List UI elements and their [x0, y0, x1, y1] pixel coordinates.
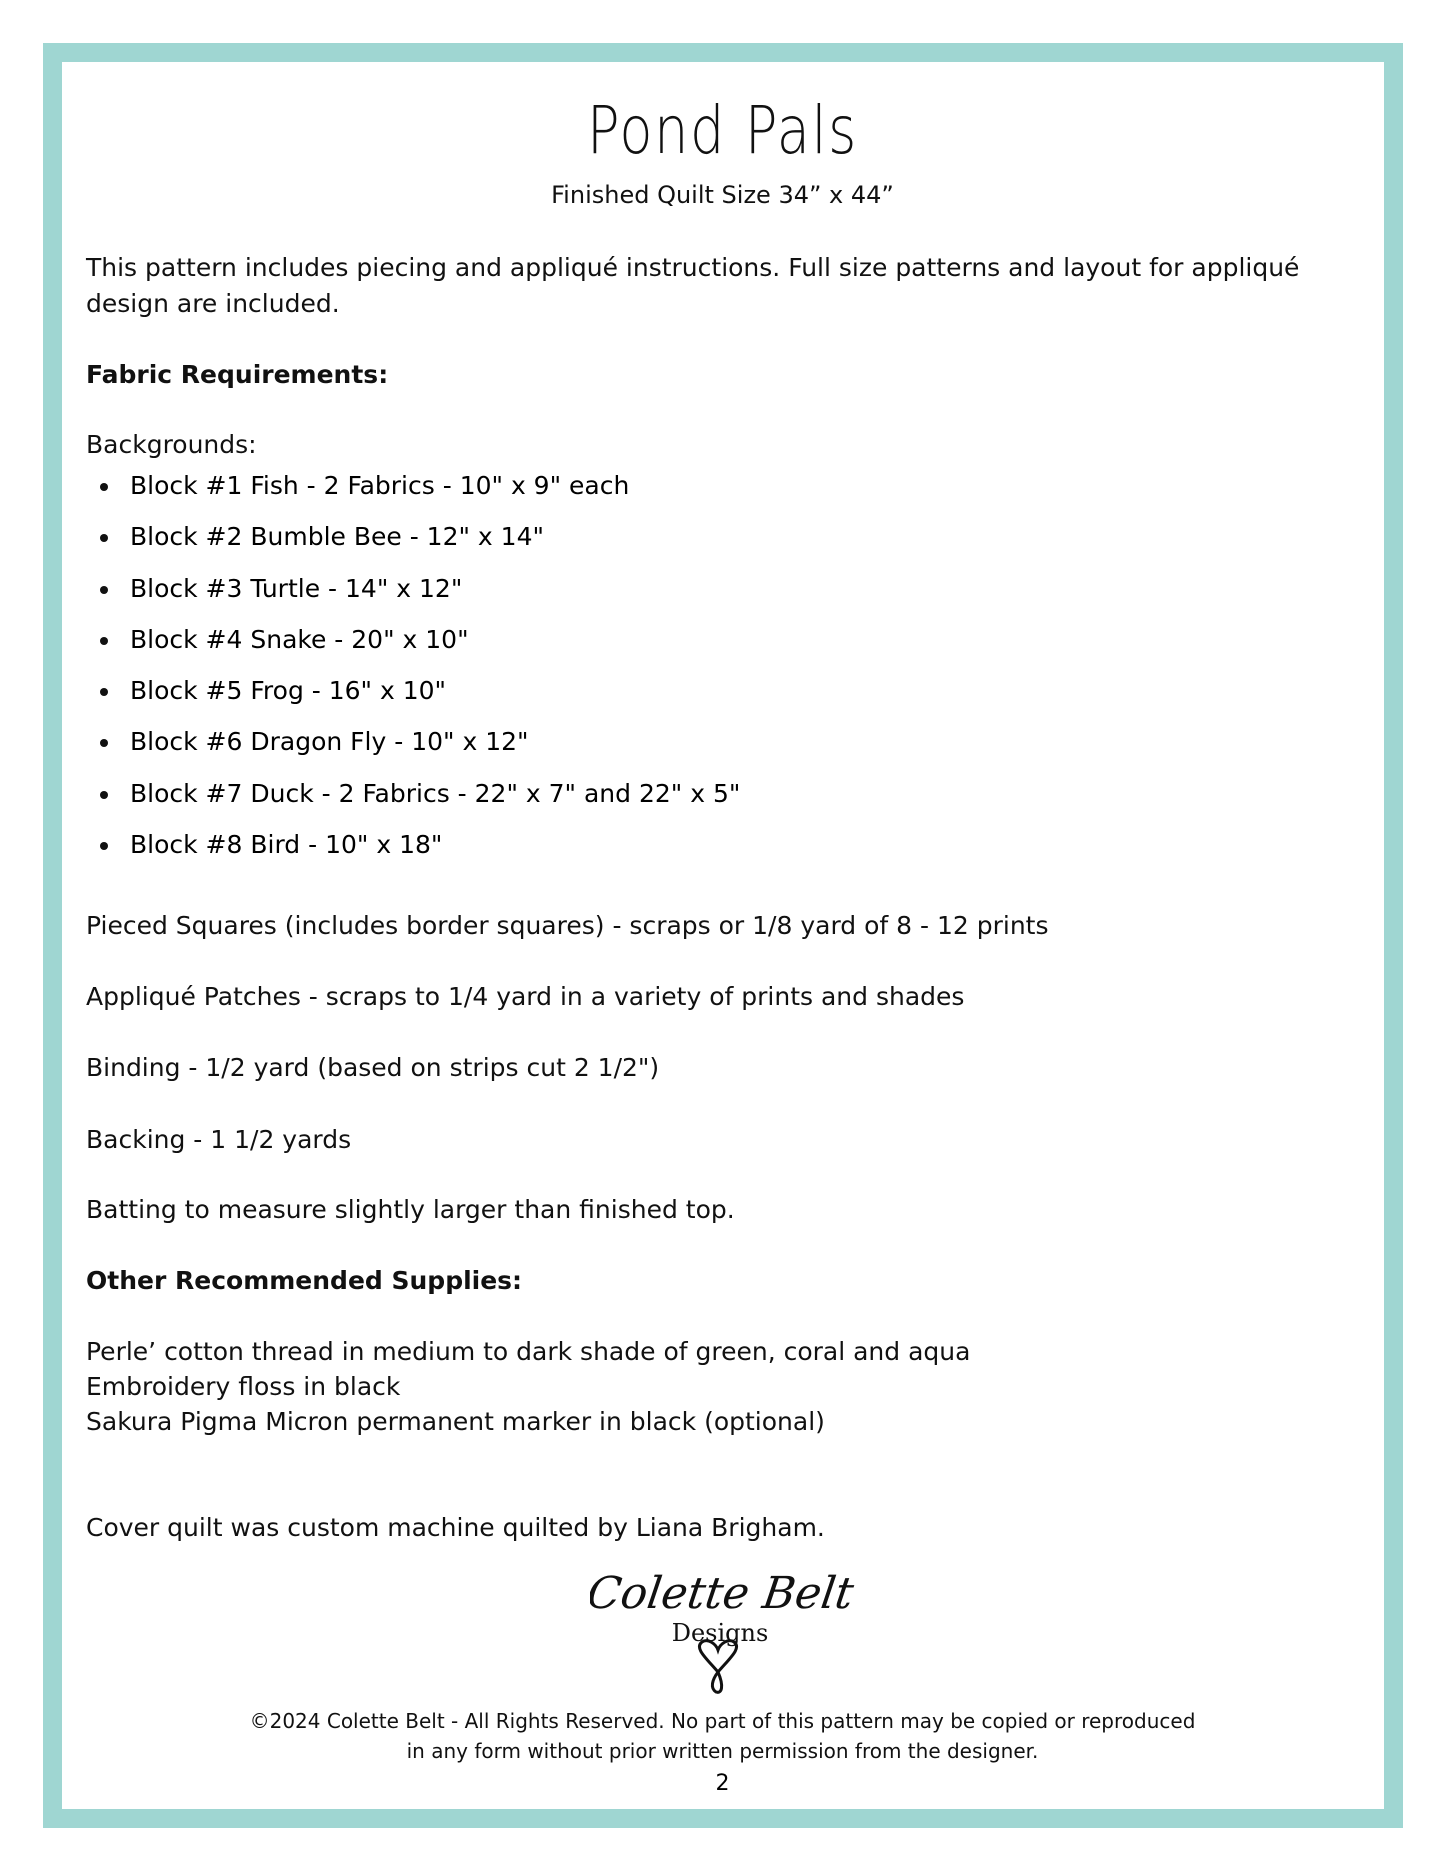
bullet-icon	[100, 688, 108, 696]
supply-item: Embroidery floss in black	[86, 1372, 401, 1401]
bullet-icon	[100, 791, 108, 799]
bullet-icon	[100, 483, 108, 491]
quilt-size-subtitle: Finished Quilt Size 34” x 44”	[551, 181, 894, 209]
page-number: 2	[715, 1771, 730, 1796]
bullet-icon	[100, 637, 108, 645]
logo-name: Colette Belt	[590, 1568, 857, 1619]
bullet-icon	[100, 586, 108, 594]
list-item: Block #6 Dragon Fly - 10" x 12"	[86, 724, 740, 775]
intro-paragraph: This pattern includes piecing and appliqué instructions. Full size patterns and layout for appliqué design are included.	[86, 253, 1300, 318]
logo-sub: Designs	[671, 1619, 769, 1647]
logo-graphic	[590, 1560, 860, 1700]
copyright-notice	[0, 1706, 1445, 1766]
list-item: Block #3 Turtle - 14" x 12"	[86, 571, 740, 622]
batting-text: Batting to measure slightly larger than finished top.	[86, 1195, 735, 1224]
bullet-icon	[100, 842, 108, 850]
bullet-icon	[100, 534, 108, 542]
list-item: Block #5 Frog - 16" x 10"	[86, 673, 740, 724]
fabric-requirements-heading: Fabric Requirements:	[86, 360, 389, 389]
heart-icon	[699, 1641, 736, 1693]
page-title: Pond Pals	[586, 92, 859, 169]
list-item: Block #4 Snake - 20" x 10"	[86, 622, 740, 673]
backing-text: Backing - 1 1/2 yards	[86, 1125, 352, 1154]
copyright-line: ©2024 Colette Belt - All Rights Reserved. No part of this pattern may be copied or reproduced	[249, 1709, 1196, 1733]
backgrounds-label: Backgrounds:	[86, 430, 257, 459]
quilting-credit: Cover quilt was custom machine quilted by Liana Brigham.	[86, 1513, 825, 1542]
list-item: Block #7 Duck - 2 Fabrics - 22" x 7" and 22" x 5"	[86, 776, 740, 827]
backgrounds-list	[86, 468, 740, 878]
supply-item: Perle’ cotton thread in medium to dark shade of green, coral and aqua	[86, 1337, 971, 1366]
bullet-icon	[100, 739, 108, 747]
copyright-line: in any form without prior written permission from the designer.	[406, 1739, 1039, 1763]
list-item: Block #1 Fish - 2 Fabrics - 10" x 9" each	[86, 468, 740, 519]
list-item: Block #8 Bird - 10" x 18"	[86, 827, 740, 878]
list-item: Block #2 Bumble Bee - 12" x 14"	[86, 519, 740, 570]
supplies-heading: Other Recommended Supplies:	[86, 1266, 523, 1295]
applique-patches-text: Appliqué Patches - scraps to 1/4 yard in a variety of prints and shades	[86, 982, 965, 1011]
binding-text: Binding - 1/2 yard (based on strips cut 2 1/2")	[86, 1053, 660, 1082]
pieced-squares-text: Pieced Squares (includes border squares) - scraps or 1/8 yard of 8 - 12 prints	[86, 911, 1049, 940]
supply-item: Sakura Pigma Micron permanent marker in black (optional)	[86, 1407, 825, 1436]
designer-logo	[590, 1560, 860, 1700]
